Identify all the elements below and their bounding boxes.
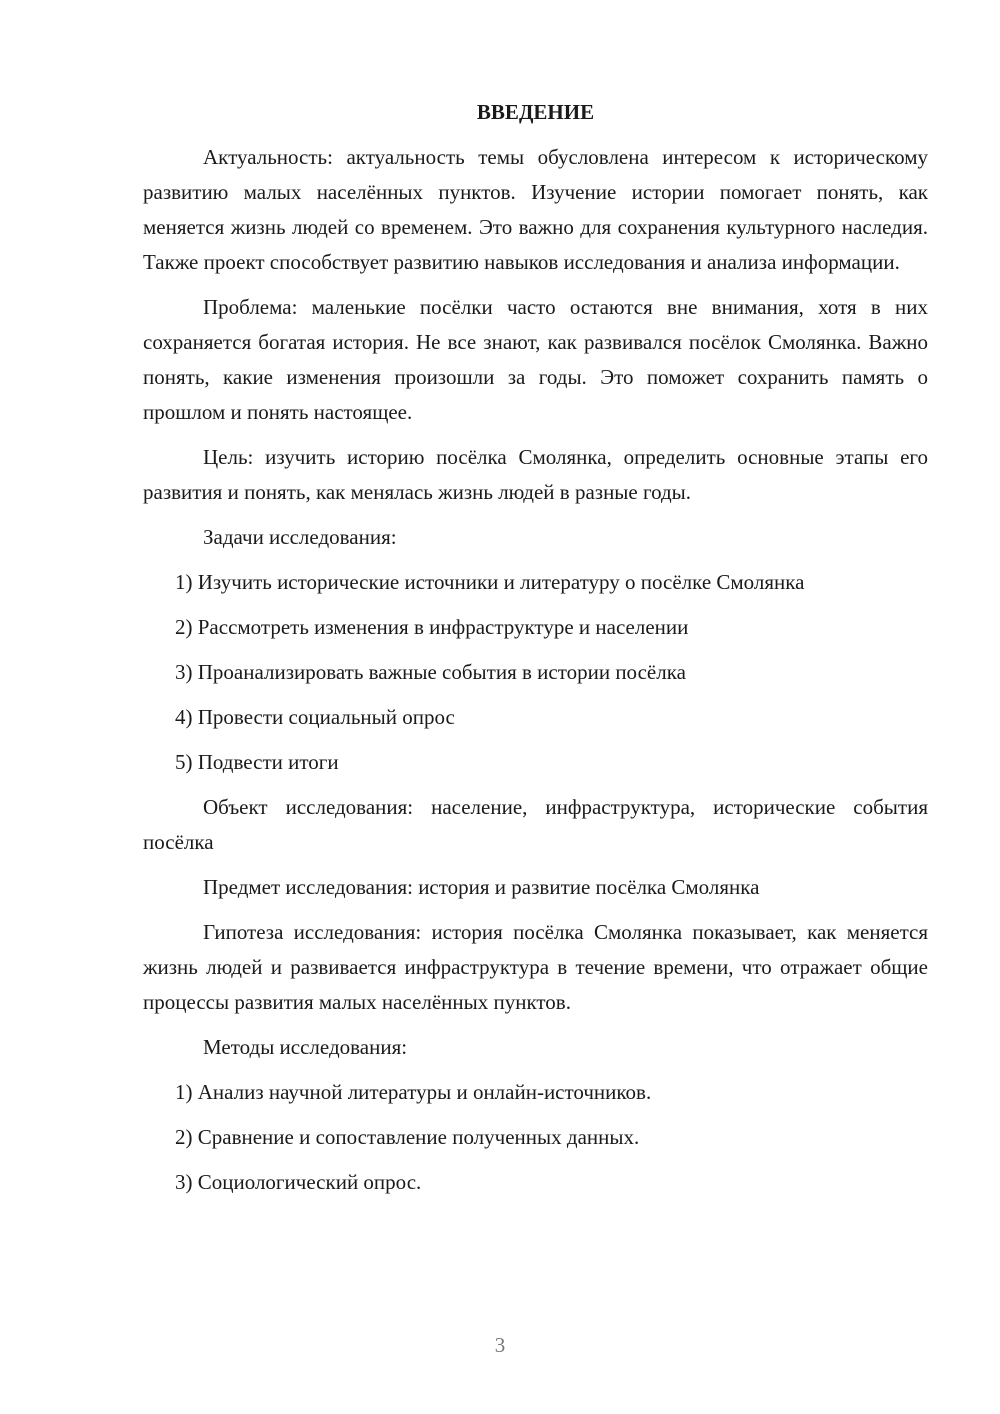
list-item-task-1: 1) Изучить исторические источники и литературу о посёлке Смолянка bbox=[175, 570, 805, 594]
document-page bbox=[143, 95, 928, 1210]
paragraph-problem: Проблема: маленькие посёлки часто остаются вне внимания, хотя в них сохраняется богатая история. Не все знают, как развивался посёлок Смолянка. Важно понять, какие изменения произошли за годы. Это поможет сохранить память о прошлом и понять настоящее. bbox=[143, 295, 928, 424]
list-item-method-2: 2) Сравнение и сопоставление полученных данных. bbox=[175, 1125, 640, 1149]
list-item-task-3: 3) Проанализировать важные события в истории посёлка bbox=[175, 660, 686, 684]
list-item-method-1: 1) Анализ научной литературы и онлайн-источников. bbox=[175, 1080, 652, 1104]
paragraph-goal: Цель: изучить историю посёлка Смолянка, определить основные этапы его развития и понять, как менялась жизнь людей в разные годы. bbox=[143, 445, 928, 504]
list-item-method-3: 3) Социологический опрос. bbox=[175, 1170, 422, 1194]
list-item-task-4: 4) Провести социальный опрос bbox=[175, 705, 455, 729]
methods-heading: Методы исследования: bbox=[203, 1035, 408, 1059]
paragraph-relevance: Актуальность: актуальность темы обусловлена интересом к историческому развитию малых населённых пунктов. Изучение истории помогает понять, как меняется жизнь людей со временем. Это важно для сохранения культурного наследия. Также проект способствует развитию навыков исследования и анализа информации. bbox=[143, 145, 928, 274]
list-item-task-2: 2) Рассмотреть изменения в инфраструктуре и населении bbox=[175, 615, 689, 639]
tasks-heading: Задачи исследования: bbox=[203, 525, 397, 549]
list-item-task-5: 5) Подвести итоги bbox=[175, 750, 339, 774]
paragraph-subject: Предмет исследования: история и развитие посёлка Смолянка bbox=[203, 875, 760, 899]
methods-list bbox=[143, 1075, 928, 1200]
tasks-list bbox=[143, 565, 928, 780]
section-heading: ВВЕДЕНИЕ bbox=[476, 100, 595, 124]
paragraph-object: Объект исследования: население, инфраструктура, исторические события посёлка bbox=[143, 795, 928, 854]
paragraph-hypothesis: Гипотеза исследования: история посёлка Смолянка показывает, как меняется жизнь людей и развивается инфраструктура в течение времени, что отражает общие процессы развития малых населённых пунктов. bbox=[143, 920, 928, 1014]
page-number: 3 bbox=[494, 1333, 506, 1357]
